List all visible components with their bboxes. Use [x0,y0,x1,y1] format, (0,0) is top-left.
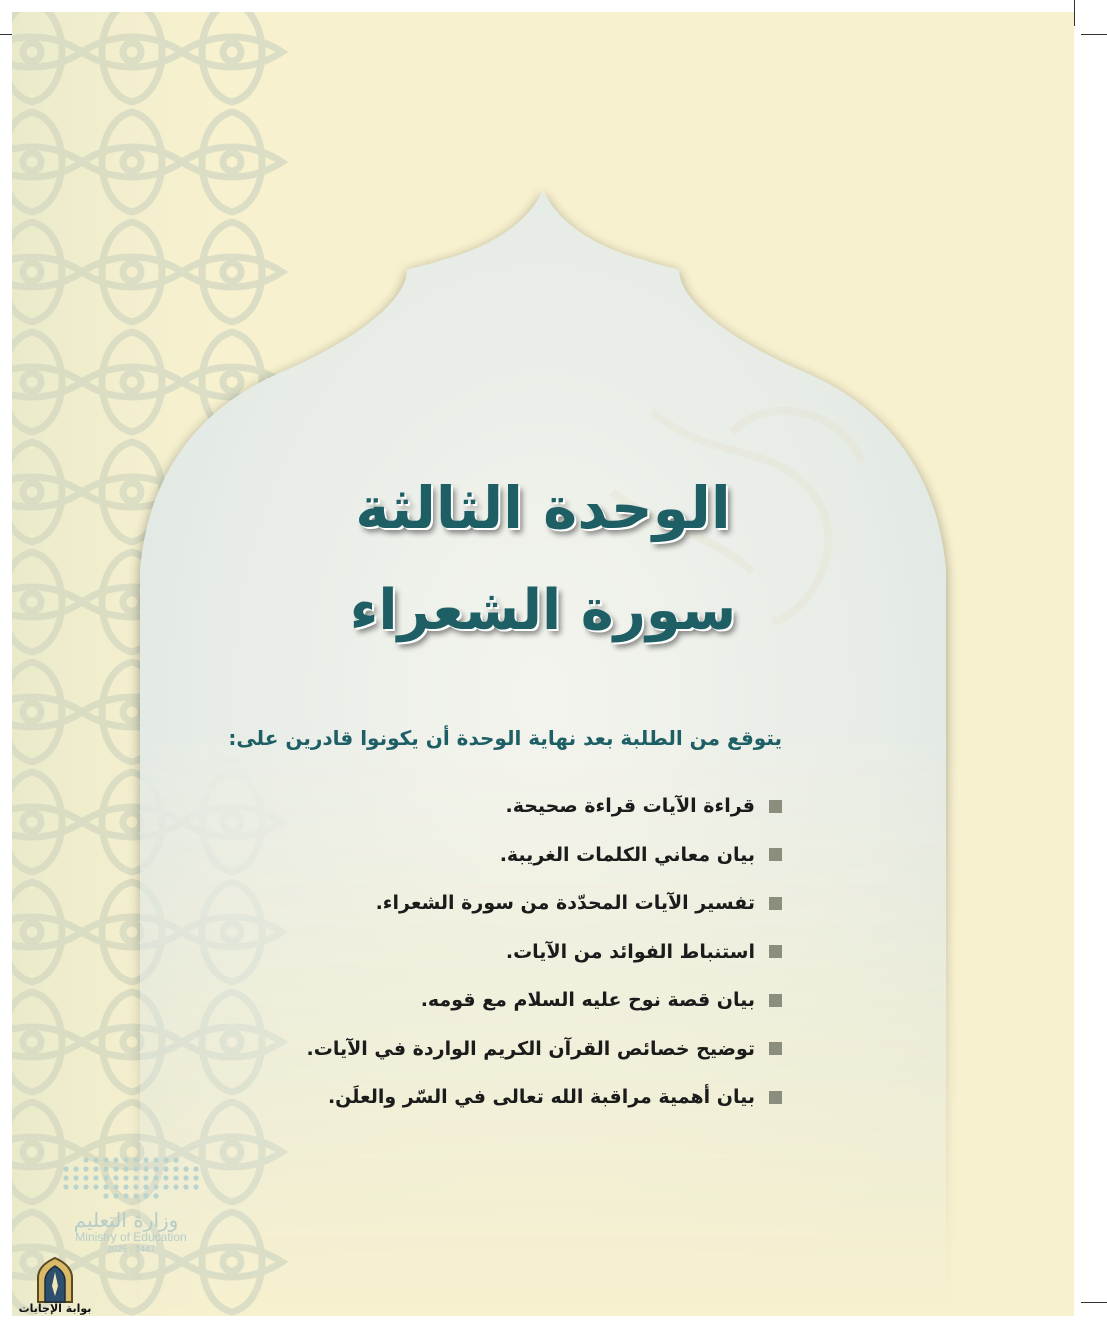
logo-dot [163,1175,168,1180]
logo-dot [173,1175,178,1180]
objective-text: استنباط الفوائد من الآيات. [505,940,755,963]
square-bullet-icon [769,994,782,1007]
logo-dot [113,1157,118,1162]
objective-text: بيان معاني الكلمات الغريبة. [499,843,755,866]
square-bullet-icon [769,1091,782,1104]
logo-dot [73,1175,78,1180]
logo-dot [123,1184,128,1189]
logo-dot [153,1166,158,1171]
logo-dot [113,1175,118,1180]
unit-title: الوحدة الثالثة [355,474,731,542]
logo-dot [93,1184,98,1189]
logo-dot [83,1166,88,1171]
square-bullet-icon [769,945,782,958]
logo-dot [193,1184,198,1189]
logo-dot [83,1184,88,1189]
logo-dot [63,1166,68,1171]
logo-dot [123,1166,128,1171]
logo-dot [83,1175,88,1180]
ministry-name-ar: وزارة التعليم [73,1208,179,1232]
logo-dot [73,1184,78,1189]
logo-dot [193,1166,198,1171]
logo-dot [103,1193,108,1198]
logo-dot [133,1175,138,1180]
crop-mark [1081,34,1107,35]
logo-dot [163,1166,168,1171]
logo-dot [113,1193,118,1198]
logo-dot [173,1157,178,1162]
objective-item [307,782,782,831]
logo-dot [73,1166,78,1171]
logo-dot [103,1184,108,1189]
logo-dot [113,1184,118,1189]
objective-item [307,1025,782,1074]
unit-cover-page [12,12,1074,1316]
logo-dot [103,1175,108,1180]
logo-dot [63,1175,68,1180]
surah-title: سورة الشعراء [349,578,737,643]
gate-watermark-icon [0,1256,110,1328]
objectives-intro: يتوقع من الطلبة بعد نهاية الوحدة أن يكونوا قادرين على: [228,726,782,750]
logo-dot [153,1175,158,1180]
logo-dot [103,1157,108,1162]
logo-dot [113,1166,118,1171]
logo-dot [153,1184,158,1189]
square-bullet-icon [769,897,782,910]
logo-dot [163,1157,168,1162]
ministry-name-en: Ministry of Education [75,1230,187,1244]
logo-dot [163,1184,168,1189]
watermark-label: بوابة الإجابات [18,1302,92,1315]
square-bullet-icon [769,800,782,813]
ministry-logo [56,1154,206,1254]
logo-dot [133,1157,138,1162]
crop-mark [1074,0,1075,26]
logo-dot [83,1157,88,1162]
surah-title-wrap [12,578,1074,643]
ministry-year: 2025 - 1447 [106,1244,156,1254]
logo-dot [103,1166,108,1171]
objectives-list [307,782,782,1122]
square-bullet-icon [769,848,782,861]
logo-dot [133,1184,138,1189]
objective-item [307,831,782,880]
logo-dot [143,1175,148,1180]
logo-dot [133,1166,138,1171]
objective-item [307,1073,782,1122]
objective-text: تفسير الآيات المحدّدة من سورة الشعراء. [375,892,755,915]
logo-dot [183,1175,188,1180]
objective-text: توضيح خصائص القرآن الكريم الواردة في الآيات. [306,1037,755,1060]
logo-dot [183,1166,188,1171]
logo-dot [153,1193,158,1198]
logo-dot [143,1157,148,1162]
ministry-dots-icon [56,1154,206,1204]
logo-dot [173,1166,178,1171]
logo-dot [183,1184,188,1189]
objective-text: بيان أهمية مراقبة الله تعالى في السّر والعلَن. [327,1086,755,1109]
unit-title-wrap [12,474,1074,542]
logo-dot [143,1166,148,1171]
square-bullet-icon [769,1042,782,1055]
logo-dot [93,1157,98,1162]
logo-dot [193,1175,198,1180]
logo-dot [143,1184,148,1189]
objective-item [307,928,782,977]
logo-dot [93,1166,98,1171]
objective-text: قراءة الآيات قراءة صحيحة. [505,795,755,818]
logo-dot [123,1157,128,1162]
objective-item [307,976,782,1025]
logo-dot [63,1184,68,1189]
logo-dot [173,1184,178,1189]
logo-dot [93,1175,98,1180]
logo-dot [133,1193,138,1198]
logo-dot [143,1193,148,1198]
logo-dot [123,1193,128,1198]
objective-item [307,879,782,928]
logo-dot [153,1157,158,1162]
objective-text: بيان قصة نوح عليه السلام مع قومه. [420,989,755,1012]
crop-mark [1081,1302,1107,1303]
logo-dot [123,1175,128,1180]
